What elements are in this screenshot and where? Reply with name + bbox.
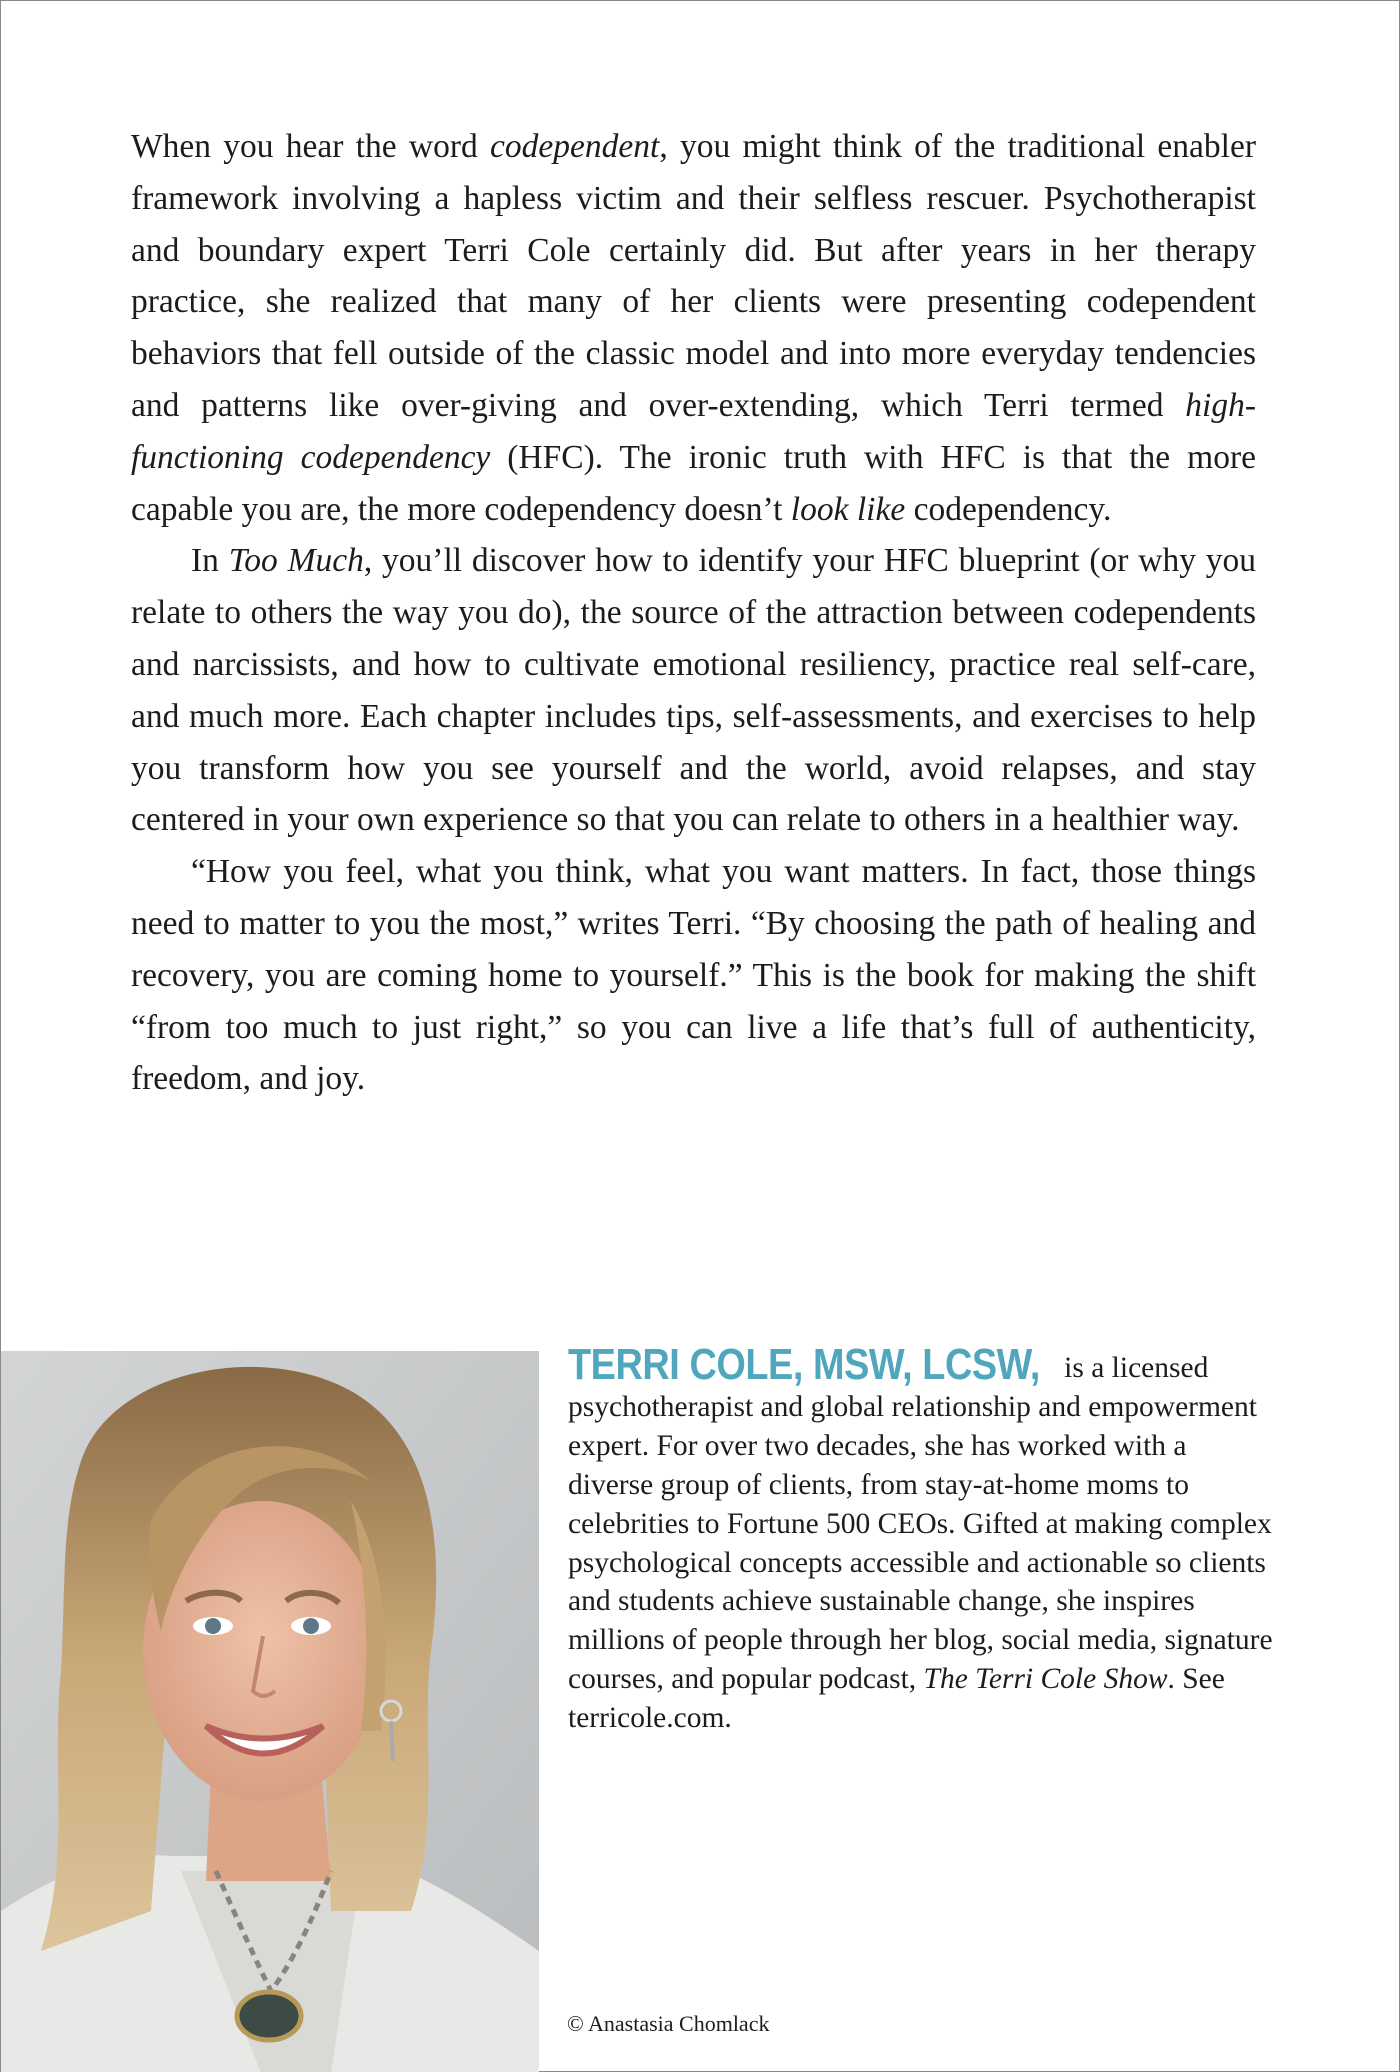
description-paragraph-3: “How you feel, what you think, what you want matters. In fact, those things need to matter to you the most,” writes Terri. “By choosing the path of healing and recovery, you are coming home to yourself.” This is the book for making the shift “from too much to just right,” so you can live a life that’s full of authenticity, freedom, and joy. <box>131 853 1256 1098</box>
book-description <box>131 121 1256 1105</box>
description-paragraph-1: When you hear the word codependent, you might think of the traditional enabler framework involving a hapless victim and their selfless rescuer. Psychotherapist and boundary expert Terri Cole certainly did. But after years in her therapy practice, she realized that many of her clients were presenting codependent behaviors that fell outside of the classic model and into more everyday tendencies and patterns like over-giving and over-extending, which Terri termed high-functioning codependency (HFC). The ironic truth with HFC is that the more capable you are, the more codependency doesn’t look like codependency. <box>131 128 1257 528</box>
author-name: TERRI COLE, MSW, LCSW, <box>568 1340 1040 1389</box>
description-paragraph-2: In Too Much, you’ll discover how to identify your HFC blueprint (or why you relate to others the way you do), the source of the attraction between codependents and narcissists, and how to cultivate emotional resiliency, practice real self-care, and much more. Each chapter includes tips, self-assessments, and exercises to help you transform how you see yourself and the world, avoid relapses, and stay centered in your own experience so that you can relate to others in a healthier way. <box>131 542 1257 839</box>
author-portrait-icon <box>1 1351 539 2072</box>
photo-credit: © Anastasia Chomlack <box>567 2011 770 2036</box>
author-photo <box>1 1351 539 2072</box>
podcast-title: The Terri Cole Show <box>923 1663 1168 1696</box>
author-bio: TERRI COLE, MSW, LCSW, is a licensed psychotherapist and global relationship and empowerment expert. For over two decades, she has worked with a diverse group of clients, from stay-at-home moms to celebrities to Fortune 500 CEOs. Gifted at making complex psychological concepts accessible and actionable so clients and students achieve sustainable change, she inspires millions of people through her blog, social media, signature courses, and popular podcast, The Terri Cole Show. See terricole.com. <box>568 1340 1273 1735</box>
